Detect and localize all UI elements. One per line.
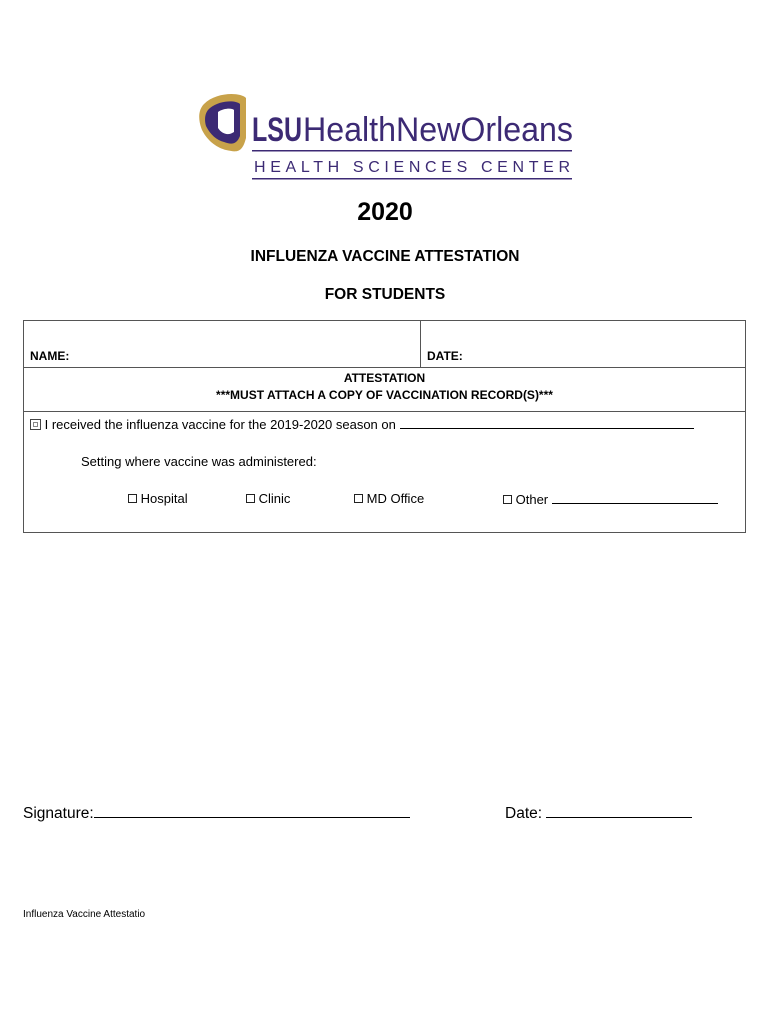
document-title: INFLUENZA VACCINE ATTESTATION xyxy=(250,248,520,265)
name-date-row xyxy=(24,321,745,368)
option-hospital[interactable] xyxy=(128,491,188,506)
signature-label: Signature: xyxy=(23,805,94,822)
signature-blank[interactable] xyxy=(94,805,410,818)
svg-text:HealthNewOrleans: HealthNewOrleans xyxy=(303,111,573,149)
footer-text: Influenza Vaccine Attestatio xyxy=(23,909,146,920)
vaccine-received-text: I received the influenza vaccine for the 2019-2020 season on xyxy=(44,417,396,432)
setting-label: Setting where vaccine was administered: xyxy=(81,454,317,469)
signature-date-label: Date: xyxy=(505,805,543,822)
column-divider xyxy=(420,321,421,367)
md-office-label: MD Office xyxy=(366,491,425,506)
vaccine-date-blank[interactable] xyxy=(400,416,694,429)
attestation-title: ATTESTATION xyxy=(343,371,426,385)
option-clinic[interactable] xyxy=(246,491,290,506)
vaccine-received-checkbox[interactable] xyxy=(30,419,41,430)
attestation-form xyxy=(23,320,746,533)
attestation-header-row xyxy=(24,367,745,412)
signature-date-line xyxy=(505,805,692,823)
other-checkbox[interactable] xyxy=(503,495,512,504)
attestation-note: ***MUST ATTACH A COPY OF VACCINATION RECORD(S)*** xyxy=(216,388,553,402)
clinic-label: Clinic xyxy=(258,491,291,506)
name-label: NAME: xyxy=(30,349,70,363)
svg-text:HEALTH SCIENCES CENTER: HEALTH SCIENCES CENTER xyxy=(254,159,570,176)
document-year: 2020 xyxy=(357,198,413,226)
option-md-office[interactable] xyxy=(354,491,424,506)
lsu-health-logo xyxy=(196,92,576,184)
md-office-checkbox[interactable] xyxy=(354,494,363,503)
svg-text:LSU: LSU xyxy=(252,111,302,149)
document-subtitle: FOR STUDENTS xyxy=(324,286,446,303)
signature-date-blank[interactable] xyxy=(546,805,692,818)
clinic-checkbox[interactable] xyxy=(246,494,255,503)
vaccine-received-line xyxy=(30,416,694,432)
option-other[interactable] xyxy=(503,491,718,507)
other-label: Other xyxy=(515,492,549,507)
other-specify-blank[interactable] xyxy=(552,491,718,504)
hospital-checkbox[interactable] xyxy=(128,494,137,503)
date-label: DATE: xyxy=(427,349,463,363)
hospital-label: Hospital xyxy=(140,491,188,506)
signature-line xyxy=(23,805,410,823)
